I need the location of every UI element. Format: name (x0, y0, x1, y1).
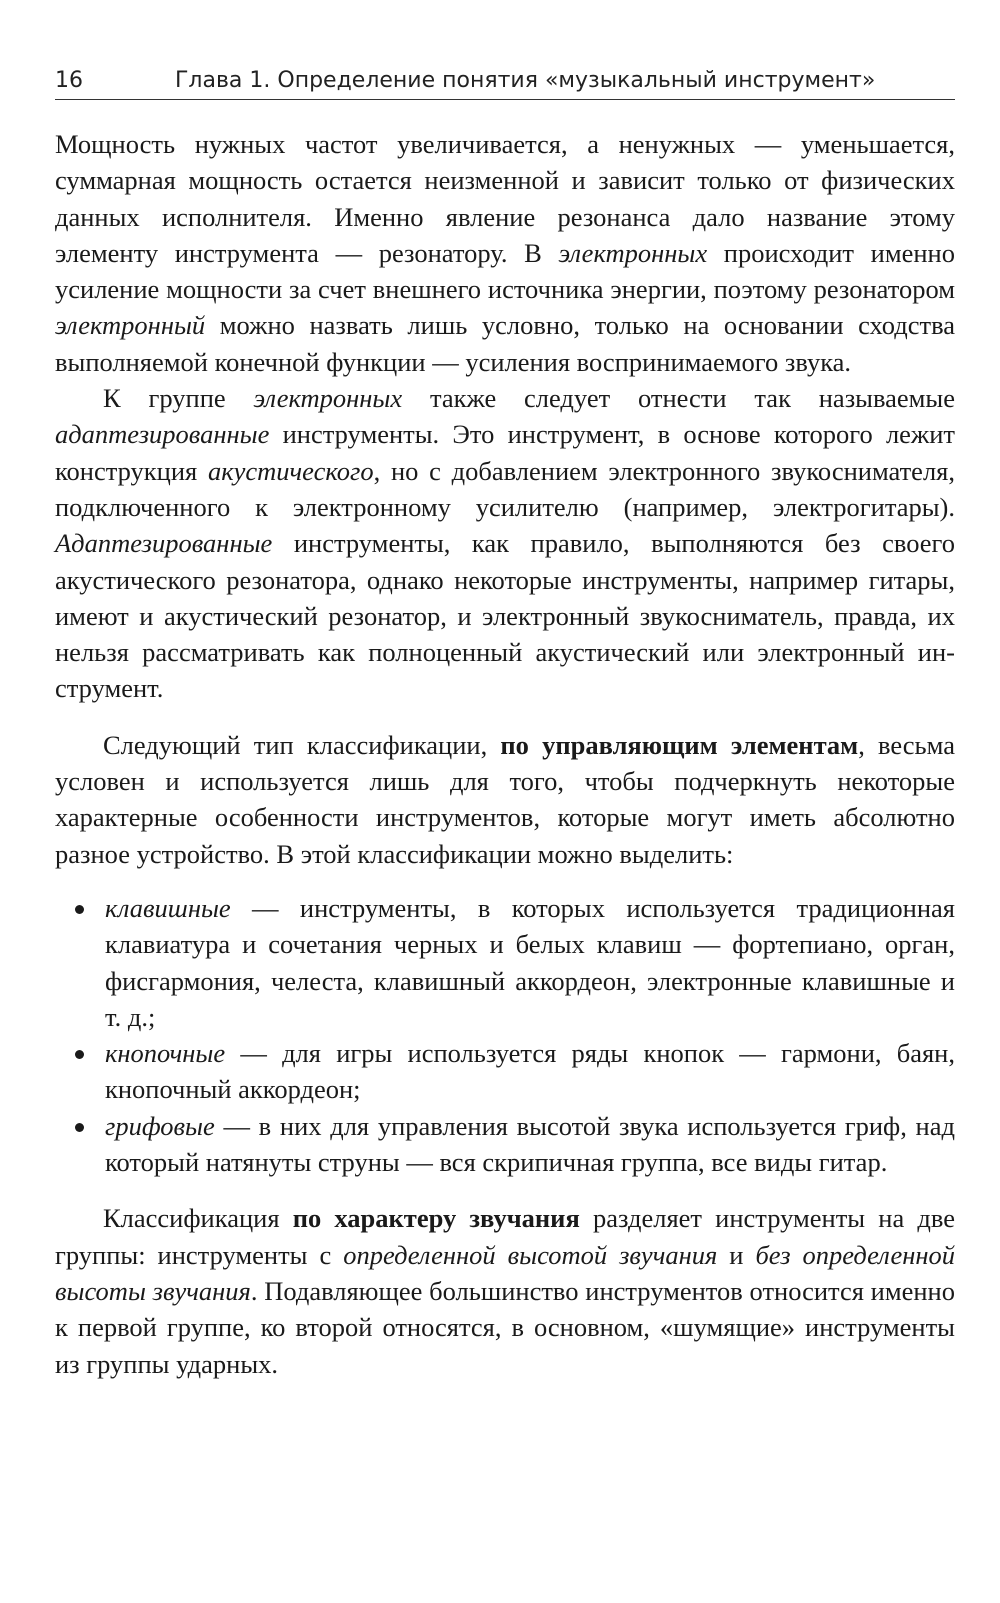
paragraph-resonator (55, 126, 955, 380)
list-item (55, 1035, 955, 1108)
text-span: — для игры используется ряды кнопок — гармони, баян, кнопочный аккордеон; (105, 1038, 955, 1105)
text-span: — в них для управления высотой звука используется гриф, над который натянуты струны — вся скрипичная группа, все виды гитар. (105, 1110, 955, 1178)
chapter-title: Глава 1. Определение понятия «музыкальный инструмент» (175, 68, 876, 93)
bold-term: по управляющим элементам (500, 729, 859, 760)
paragraph-sound-classification (55, 1200, 955, 1381)
text-span: происходит именно усиление мощности за счет внешнего источника энергии, поэтому резонатором (55, 237, 955, 305)
text-span: инструменты, как правило, выполняются без своего акустического резонатора, однако некоторые инструменты, например гитары, имеют и акустический резонатор, и электронный звукосниматель, правда, их нельзя рассматривать как полноценный акустический или электронный инструмент. (55, 528, 955, 704)
text-span: можно назвать лишь условно, только на основании сходства выполняемой конечной функции — усиления воспринимаемого звука. (55, 310, 955, 377)
italic-term: без определенной высоты звучания (55, 1239, 956, 1306)
page-number: 16 (55, 68, 83, 93)
bullet-icon (75, 1050, 84, 1059)
bullet-icon (75, 905, 84, 914)
text-span: Следующий тип классификации, (103, 729, 501, 760)
bold-term: по характеру звучания (292, 1203, 580, 1234)
text-span: также следует отнести так называемые (402, 383, 955, 414)
body-text (55, 126, 955, 1382)
running-header (55, 68, 955, 100)
paragraph-control-classification (55, 727, 955, 872)
italic-term: акустического (207, 455, 374, 486)
classification-list (55, 890, 955, 1180)
text-span: и (717, 1239, 756, 1270)
italic-term: определенной высотой звучания (343, 1239, 718, 1270)
italic-term: электронный (55, 310, 206, 341)
text-span: , но с добавлением электронного звукоснимателя, подключенного к электронному усилителю (например, электрогитары). (55, 455, 955, 522)
text-span: К группе (103, 383, 254, 414)
italic-term: электронных (253, 383, 403, 414)
list-item (55, 1108, 955, 1181)
italic-term: грифовые (105, 1110, 215, 1141)
text-span: разделяет инструменты на две группы: инструменты с (55, 1203, 956, 1270)
text-span: . Подавляющее большинство инструментов относится именно к первой группе, ко второй относятся, в основном, «шумящие» инструменты из группы ударных. (55, 1275, 955, 1379)
italic-term: кнопочные (105, 1038, 226, 1069)
list-item (55, 890, 955, 1035)
paragraph-adapted-instruments (55, 380, 955, 707)
text-span: — инструменты, в которых используется традиционная клавиатура и сочетания черных и белых клавиш — фортепиано, орган, фисгармония, челеста, клавишный аккордеон, электронные клавишные и т. д.; (105, 892, 955, 1032)
text-span: Классификация (103, 1203, 293, 1234)
italic-term: адаптезированные (55, 419, 270, 450)
italic-term: Адаптезированные (55, 528, 273, 559)
text-span: , весьма условен и используется лишь для того, чтобы подчеркнуть некоторые характерные особенности инструментов, которые могут иметь абсолютно разное устройство. В этой классификации можно выделить: (55, 729, 955, 869)
italic-term: электронных (558, 237, 708, 268)
text-span: Мощность нужных частот увеличивается, а ненужных — уменьшается, суммарная мощность остается неизменной и зависит только от физических данных исполнителя. Именно явление резонанса дало название этому элементу инструмента — резонатору. В (55, 129, 955, 268)
italic-term: клавишные (105, 892, 231, 923)
text-span: инструменты. Это инструмент, в основе которого лежит конструкция (55, 419, 955, 486)
bullet-icon (75, 1123, 84, 1132)
